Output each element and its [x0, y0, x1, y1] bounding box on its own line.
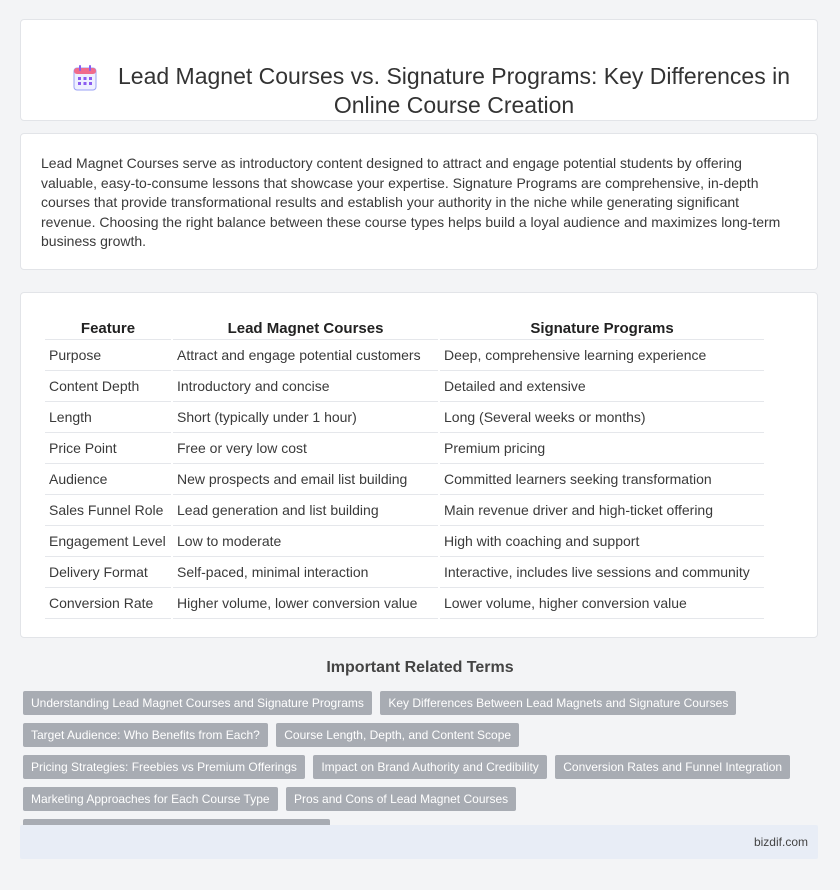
table-cell: Price Point — [45, 433, 171, 464]
table-cell: High with coaching and support — [440, 526, 764, 557]
table-cell: Content Depth — [45, 371, 171, 402]
table-cell: Lower volume, higher conversion value — [440, 588, 764, 619]
related-term-tag[interactable]: Pros and Cons of Lead Magnet Courses — [286, 787, 516, 811]
table-cell: Premium pricing — [440, 433, 764, 464]
table-cell: Introductory and concise — [173, 371, 438, 402]
intro-paragraph: Lead Magnet Courses serve as introductory content designed to attract and engage potential students by offering valuable, easy-to-consume lessons that showcase your expertise. Signature Programs are comprehensive, in-depth courses that provide transformational results and establish your authority in the niche while generating significant revenue. Choosing the right balance between these course types helps build a loyal audience and maximizes long-term business growth. — [41, 155, 781, 250]
table-row — [45, 340, 764, 371]
related-term-tag[interactable]: Marketing Approaches for Each Course Type — [23, 787, 278, 811]
related-term-tag[interactable]: Target Audience: Who Benefits from Each? — [23, 723, 268, 747]
table-header-row — [45, 315, 764, 340]
table-cell: Long (Several weeks or months) — [440, 402, 764, 433]
table-row — [45, 526, 764, 557]
table-row — [45, 495, 764, 526]
related-term-tag[interactable]: Understanding Lead Magnet Courses and Signature Programs — [23, 691, 372, 715]
intro-card — [20, 133, 818, 270]
related-term-tag[interactable]: Impact on Brand Authority and Credibility — [313, 755, 546, 779]
table-cell: New prospects and email list building — [173, 464, 438, 495]
table-cell: Purpose — [45, 340, 171, 371]
table-row — [45, 433, 764, 464]
table-cell: Free or very low cost — [173, 433, 438, 464]
footer-site-name[interactable]: bizdif.com — [753, 835, 808, 849]
comparison-table — [43, 315, 766, 619]
table-cell: Main revenue driver and high-ticket offering — [440, 495, 764, 526]
table-cell: Engagement Level — [45, 526, 171, 557]
table-cell: Sales Funnel Role — [45, 495, 171, 526]
header-signature: Signature Programs — [440, 315, 764, 340]
table-cell: Self-paced, minimal interaction — [173, 557, 438, 588]
table-cell: Committed learners seeking transformation — [440, 464, 764, 495]
table-cell: Short (typically under 1 hour) — [173, 402, 438, 433]
related-term-tag[interactable]: Key Differences Between Lead Magnets and Signature Courses — [380, 691, 736, 715]
table-cell: Low to moderate — [173, 526, 438, 557]
title-card — [20, 19, 818, 121]
header-lead-magnet: Lead Magnet Courses — [173, 315, 438, 340]
related-term-tag[interactable]: Course Length, Depth, and Content Scope — [276, 723, 519, 747]
footer — [20, 825, 818, 859]
table-cell: Audience — [45, 464, 171, 495]
table-cell: Delivery Format — [45, 557, 171, 588]
table-cell: Higher volume, lower conversion value — [173, 588, 438, 619]
table-cell: Deep, comprehensive learning experience — [440, 340, 764, 371]
page-title: Lead Magnet Courses vs. Signature Programs: Key Differences in Online Course Creation — [117, 63, 791, 118]
table-cell: Detailed and extensive — [440, 371, 764, 402]
table-cell: Lead generation and list building — [173, 495, 438, 526]
table-cell: Length — [45, 402, 171, 433]
table-row — [45, 557, 764, 588]
table-cell: Attract and engage potential customers — [173, 340, 438, 371]
table-cell: Interactive, includes live sessions and community — [440, 557, 764, 588]
table-row — [45, 464, 764, 495]
comparison-card — [20, 292, 818, 638]
table-row — [45, 588, 764, 619]
header-feature: Feature — [45, 315, 171, 340]
calendar-icon — [73, 65, 97, 91]
table-row — [45, 402, 764, 433]
table-cell: Conversion Rate — [45, 588, 171, 619]
related-term-tag[interactable]: Conversion Rates and Funnel Integration — [555, 755, 790, 779]
table-row — [45, 371, 764, 402]
related-terms-title: Important Related Terms — [326, 659, 514, 676]
related-term-tag[interactable]: Pricing Strategies: Freebies vs Premium Offerings — [23, 755, 305, 779]
